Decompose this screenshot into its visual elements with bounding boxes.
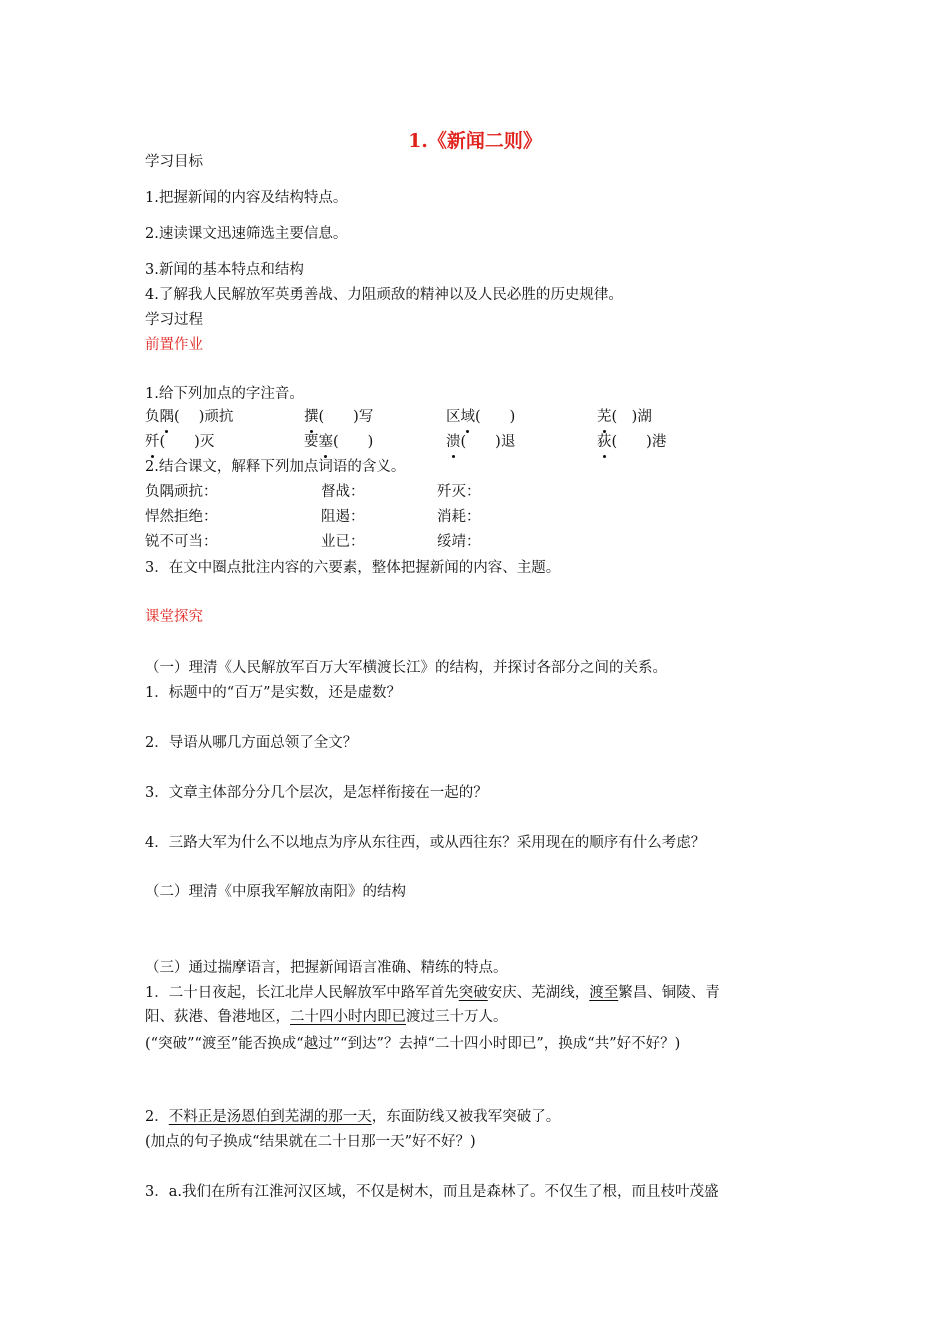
part-3-heading: （三）通过揣摩语言，把握新闻语言准确、精练的特点。 — [145, 960, 508, 976]
class-inquiry-heading: 课堂探究 — [145, 609, 203, 625]
pre-question-3: 3．在文中圈点批注内容的六要素，整体把握新闻的内容、主题。 — [145, 560, 561, 576]
sentence-2-note: (加点的句子换成“结果就在二十日那一天”好不好？) — [145, 1134, 476, 1150]
term: 业已： — [321, 534, 365, 550]
sentence-1-line-2: 阳、荻港、鲁港地区，二十四小时内即已渡过三十万人。 — [145, 1009, 508, 1025]
sentence-1-note: (“突破”“渡至”能否换成“越过”“到达”？去掉“二十四小时即已”，换成“共”好不好？) — [145, 1036, 681, 1052]
pinyin-item: 溃( )退 — [446, 434, 516, 450]
term: 消耗： — [437, 509, 481, 525]
term: 悍然拒绝： — [145, 509, 218, 525]
underlined-phrase: 二十四小时内即已 — [290, 1009, 406, 1025]
goal-item-2: 2.速读课文迅速筛选主要信息。 — [145, 226, 348, 242]
term: 负隅顽抗： — [145, 484, 218, 500]
term: 阻遏： — [321, 509, 365, 525]
sentence-3: 3．a.我们在所有江淮河汉区域，不仅是树木，而且是森林了。不仅生了根，而且枝叶茂盛 — [145, 1184, 719, 1200]
pinyin-row-2 — [145, 432, 665, 452]
pinyin-item: 歼( )灭 — [145, 434, 215, 450]
part-2-heading: （二）理清《中原我军解放南阳》的结构 — [145, 884, 406, 900]
underlined-phrase: 渡至 — [589, 985, 619, 1001]
part-1-question-4: 4．三路大军为什么不以地点为序从东往西，或从西往东？采用现在的顺序有什么考虑？ — [145, 835, 706, 851]
pinyin-item: 荻( )港 — [597, 434, 667, 450]
pinyin-row-1 — [145, 407, 665, 427]
goal-item-1: 1.把握新闻的内容及结构特点。 — [145, 190, 348, 206]
sentence-1-line-1: 1．二十日夜起，长江北岸人民解放军中路军首先突破安庆、芜湖线，渡至繁昌、铜陵、青 — [145, 985, 720, 1001]
pinyin-item: 负隅( )顽抗 — [145, 409, 234, 425]
pre-question-1: 1.给下列加点的字注音。 — [145, 386, 304, 402]
terms-row-2 — [145, 507, 665, 527]
sentence-2: 2．不料正是汤恩伯到芜湖的那一天，东面防线又被我军突破了。 — [145, 1109, 561, 1125]
pinyin-item: 要塞( ) — [304, 434, 374, 450]
pre-homework-heading: 前置作业 — [145, 337, 203, 353]
goals-heading: 学习目标 — [145, 154, 203, 170]
pinyin-item: 芜( )湖 — [597, 409, 652, 425]
part-1-heading: （一）理清《人民解放军百万大军横渡长江》的结构，并探讨各部分之间的关系。 — [145, 660, 667, 676]
terms-row-1 — [145, 482, 665, 502]
term: 督战： — [321, 484, 365, 500]
term: 锐不可当： — [145, 534, 218, 550]
pinyin-item: 区域( ) — [446, 409, 516, 425]
goal-item-4: 4.了解我人民解放军英勇善战、力阻顽敌的精神以及人民必胜的历史规律。 — [145, 287, 623, 303]
terms-row-3 — [145, 532, 665, 552]
part-1-question-2: 2．导语从哪几方面总领了全文？ — [145, 735, 358, 751]
page-title: 1.《新闻二则》 — [408, 130, 542, 152]
part-1-question-1: 1．标题中的“百万”是实数，还是虚数？ — [145, 685, 402, 701]
goal-item-3: 3.新闻的基本特点和结构 — [145, 262, 304, 278]
process-heading: 学习过程 — [145, 312, 203, 328]
underlined-phrase: 不料正是汤恩伯到芜湖的那一天 — [168, 1109, 372, 1125]
pinyin-item: 撰( )写 — [304, 409, 374, 425]
term: 绥靖： — [437, 534, 481, 550]
pre-question-2: 2.结合课文，解释下列加点词语的含义。 — [145, 459, 406, 475]
underlined-phrase: 突破 — [458, 985, 488, 1001]
term: 歼灭： — [437, 484, 481, 500]
part-1-question-3: 3．文章主体部分分几个层次，是怎样衔接在一起的？ — [145, 785, 488, 801]
